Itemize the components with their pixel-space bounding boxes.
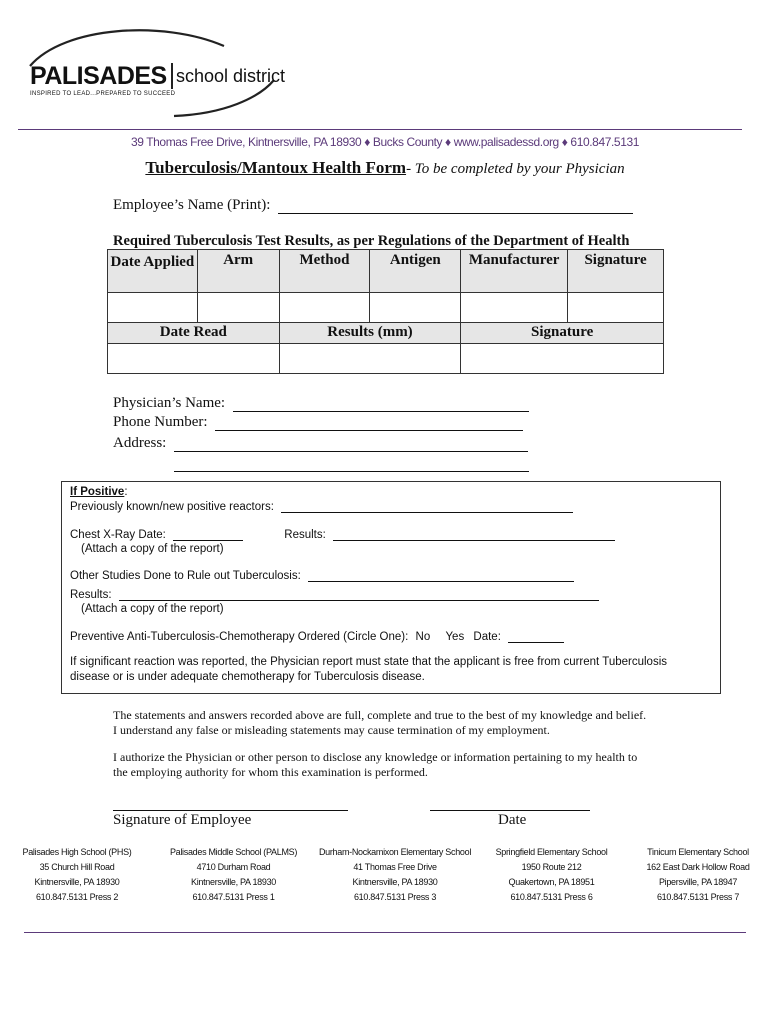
address-field-2[interactable] [174, 471, 529, 472]
school-durham [315, 845, 475, 905]
school-springfield [482, 845, 622, 905]
results2-row [70, 589, 599, 601]
cell-signature[interactable] [568, 293, 664, 323]
if-positive-heading-row [70, 486, 128, 498]
school-palms [159, 845, 309, 905]
school-name: Palisades High School (PHS) [22, 847, 132, 857]
school-phs [2, 845, 152, 905]
statement-authorize: I authorize the Physician or other person to disclose any knowledge or information pertaining to my health to the employing authority for whom this examination is performed. [113, 750, 638, 779]
xray-row [70, 529, 615, 541]
option-no[interactable]: No [415, 631, 431, 643]
cell-date-applied[interactable] [108, 293, 198, 323]
employee-name-row [113, 197, 633, 214]
if-positive-heading: If Positive [70, 486, 125, 498]
other-studies-label: Other Studies Done to Rule out Tuberculosis: [70, 570, 301, 582]
table-row [108, 344, 664, 374]
physician-name-label: Physician’s Name: [113, 395, 226, 411]
results2-label: Results: [70, 589, 112, 601]
col-date-read: Date Read [108, 323, 280, 344]
statement-truth: The statements and answers recorded above are full, complete and true to the best of my knowledge and belief. I understand any false or misleading statements may cause termination of my employment. [113, 708, 647, 737]
school-tinicum [628, 845, 768, 905]
school-phone: 610.847.5131 Press 1 [192, 892, 275, 902]
employee-name-label: Employee’s Name (Print): [113, 197, 271, 213]
attach-note-2: (Attach a copy of the report) [81, 603, 224, 615]
school-phone: 610.847.5131 Press 2 [35, 892, 119, 902]
signature-date-field[interactable] [430, 810, 590, 811]
if-positive-colon: : [124, 486, 128, 498]
col-signature-read: Signature [461, 323, 664, 344]
prev-reactors-label: Previously known/new positive reactors: [70, 501, 274, 513]
positive-note: If significant reaction was reported, the Physician report must state that the applicant is free from current Tuberculosis disease or is under adequate chemotherapy for Tuberculosis disease. [70, 656, 668, 683]
employee-signature-field[interactable] [113, 810, 348, 811]
address-label: Address: [113, 435, 167, 451]
form-title-main: Tuberculosis/Mantoux Health Form [145, 158, 407, 177]
school-name: Durham-Nockamixon Elementary School [318, 847, 472, 857]
cell-signature-read[interactable] [461, 344, 664, 374]
col-antigen: Antigen [370, 250, 461, 293]
school-city: Kintnersville, PA 18930 [34, 877, 120, 887]
other-studies-row [70, 570, 574, 582]
logo-district: school district [176, 66, 286, 86]
tb-test-table [107, 249, 664, 323]
form-title-sub: - To be completed by your Physician [406, 161, 625, 177]
school-phone: 610.847.5131 Press 3 [353, 892, 437, 902]
cell-date-read[interactable] [108, 344, 280, 374]
xray-results-field[interactable] [333, 529, 615, 541]
physician-name-row [113, 395, 529, 412]
col-manufacturer: Manufacturer [461, 250, 568, 293]
required-results-heading: Required Tuberculosis Test Results, as per Regulations of the Department of Health [113, 233, 630, 249]
preventive-date-label: Date: [473, 631, 501, 643]
tb-reading-table [107, 322, 664, 374]
phone-label: Phone Number: [113, 414, 208, 430]
cell-antigen[interactable] [370, 293, 461, 323]
address-field-1[interactable] [174, 438, 528, 452]
prev-reactors-field[interactable] [281, 501, 573, 513]
preventive-label: Preventive Anti-Tuberculosis-Chemotherapy Ordered (Circle One): [70, 631, 409, 643]
col-results-mm: Results (mm) [279, 323, 461, 344]
school-street: 35 Church Hill Road [39, 862, 115, 872]
phone-field[interactable] [215, 417, 523, 431]
option-yes[interactable]: Yes [445, 631, 465, 643]
school-name: Tinicum Elementary School [647, 847, 749, 857]
school-city: Pipersville, PA 18947 [658, 877, 738, 887]
school-city: Quakertown, PA 18951 [508, 877, 595, 887]
logo-divider [171, 63, 173, 89]
footer-divider [24, 932, 746, 933]
school-name: Palisades Middle School (PALMS) [169, 847, 298, 857]
logo-tagline: INSPIRED TO LEAD...PREPARED TO SUCCEED [30, 91, 176, 97]
preventive-date-field[interactable] [508, 631, 564, 643]
logo-wordmark: PALISADES [30, 62, 167, 90]
date-label: Date [498, 812, 527, 828]
school-city: Kintnersville, PA 18930 [352, 877, 438, 887]
prev-reactors-row [70, 501, 573, 513]
other-studies-field[interactable] [308, 570, 574, 582]
school-phone: 610.847.5131 Press 6 [510, 892, 593, 902]
header-divider [18, 129, 742, 130]
physician-name-field[interactable] [233, 398, 529, 412]
xray-date-label: Chest X-Ray Date: [70, 529, 166, 541]
col-date-applied: Date Applied [108, 250, 198, 293]
col-method: Method [279, 250, 370, 293]
xray-date-field[interactable] [173, 529, 243, 541]
cell-manufacturer[interactable] [461, 293, 568, 323]
col-arm: Arm [197, 250, 279, 293]
district-address: 39 Thomas Free Drive, Kintnersville, PA 18930 ♦ Bucks County ♦ www.palisadessd.org ♦ 610.847.5131 [130, 135, 640, 149]
cell-results-mm[interactable] [279, 344, 461, 374]
results2-field[interactable] [119, 589, 599, 601]
school-street: 41 Thomas Free Drive [353, 862, 437, 872]
school-street: 4710 Durham Road [196, 862, 271, 872]
school-street: 1950 Route 212 [521, 862, 582, 872]
schools-footer [2, 845, 768, 905]
form-title [0, 158, 770, 178]
school-phone: 610.847.5131 Press 7 [656, 892, 740, 902]
table-header-row [108, 250, 664, 293]
attach-note-1: (Attach a copy of the report) [81, 543, 224, 555]
employee-name-field[interactable] [278, 199, 633, 214]
school-street: 162 East Dark Hollow Road [646, 862, 750, 872]
table-row [108, 293, 664, 323]
col-signature: Signature [568, 250, 664, 293]
cell-arm[interactable] [197, 293, 279, 323]
xray-results-label: Results: [284, 529, 326, 541]
phone-row [113, 414, 523, 431]
signature-label: Signature of Employee [113, 812, 252, 828]
school-name: Springfield Elementary School [495, 847, 608, 857]
address-row [113, 435, 528, 452]
preventive-row [70, 631, 564, 643]
cell-method[interactable] [279, 293, 370, 323]
school-city: Kintnersville, PA 18930 [191, 877, 276, 887]
table-header-row [108, 323, 664, 344]
